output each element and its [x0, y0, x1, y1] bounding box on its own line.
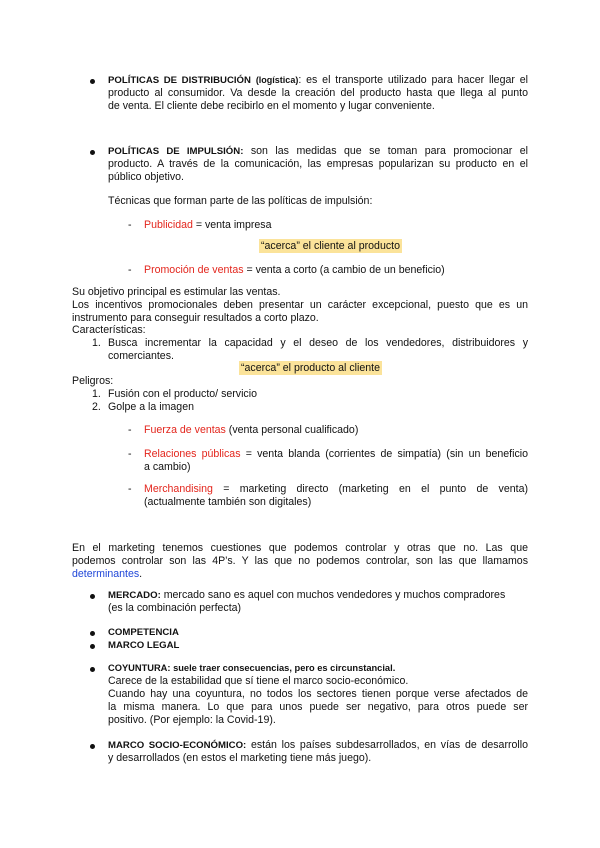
- relaciones-item: [144, 448, 528, 461]
- determinantes-term: determinantes: [72, 568, 140, 580]
- peligros-heading: Peligros:: [72, 375, 114, 387]
- dash: -: [128, 483, 132, 495]
- marketing-period: .: [139, 568, 143, 580]
- bullet: [90, 150, 95, 155]
- impulsion-line3: público objetivo.: [108, 171, 184, 183]
- objetivo-line3: instrumento para conseguir resultados a corto plazo.: [72, 312, 319, 324]
- fuerza-rest: (venta personal cualificado): [225, 424, 359, 436]
- promocion-item: [144, 264, 445, 277]
- merch-rest2: (actualmente también son digitales): [144, 496, 312, 508]
- marketing-line1: En el marketing tenemos cuestiones que podemos controlar y otras que no. Las que: [72, 542, 528, 554]
- peligro-1: Fusión con el producto/ servicio: [108, 388, 257, 400]
- promocion-rest: = venta a corto (a cambio de un beneficio): [243, 264, 445, 276]
- impulsion-text1: son las medidas que se toman para promocionar el: [243, 145, 528, 157]
- distribucion-line1: [108, 74, 528, 87]
- publicidad-item: [144, 219, 272, 232]
- peligro-2: Golpe a la imagen: [108, 401, 194, 413]
- socio-text1: están los países subdesarrollados, en vías de desarrollo: [246, 739, 528, 751]
- impulsion-title: POLÍTICAS DE IMPULSIÓN:: [108, 146, 244, 157]
- marco-legal: MARCO LEGAL: [108, 640, 180, 651]
- objetivo-line2: Los incentivos promocionales deben presentar un carácter excepcional, puesto que es un: [72, 299, 528, 311]
- socio-line1: [108, 739, 528, 752]
- merch-term: Merchandising: [144, 483, 213, 495]
- competencia: COMPETENCIA: [108, 627, 179, 638]
- relaciones-rest1: = venta blanda (corrientes de simpatía) (sin un beneficio: [240, 448, 528, 460]
- socio-title: MARCO SOCIO-ECONÓMICO:: [108, 740, 247, 751]
- mercado-title: MERCADO:: [108, 590, 161, 601]
- bullet: [90, 594, 95, 599]
- distribucion-note: (logística): [255, 75, 299, 85]
- bullet: [90, 667, 95, 672]
- marketing-line2: podemos controlar son las 4P’s. Y las que no podemos controlar, son las que llamamos: [72, 555, 528, 567]
- mercado-text1: mercado sano es aquel con muchos vendedores y muchos compradores: [160, 589, 506, 601]
- impulsion-line1: [108, 145, 528, 158]
- list-number: 1.: [92, 388, 101, 400]
- bullet: [90, 79, 95, 84]
- caracteristica-1-line2: comerciantes.: [108, 350, 174, 362]
- relaciones-rest2: a cambio): [144, 461, 191, 473]
- bullet: [90, 644, 95, 649]
- list-number: 2.: [92, 401, 101, 413]
- distribucion-text1: : es el transporte utilizado para hacer llegar el: [298, 74, 528, 86]
- socio-line2: y desarrollados (en estos el marketing tiene más juego).: [108, 752, 372, 764]
- merch-rest1: = marketing directo (marketing en el punto de venta): [212, 483, 528, 495]
- coyuntura-line3: la misma manera. Lo que para unos puede ser negativo, para otros puede ser: [108, 701, 528, 713]
- fuerza-item: [144, 424, 358, 437]
- objetivo-line1: Su objetivo principal es estimular las ventas.: [72, 286, 281, 298]
- bullet: [90, 744, 95, 749]
- list-number: 1.: [92, 337, 101, 349]
- coyuntura-line1: Carece de la estabilidad que sí tiene el marco socio-económico.: [108, 675, 409, 687]
- marketing-line3: [72, 568, 142, 581]
- mercado-line1: [108, 589, 505, 602]
- promocion-term: Promoción de ventas: [144, 264, 244, 276]
- dash: -: [128, 219, 132, 231]
- highlight-text: “acerca” el producto al cliente: [241, 362, 380, 374]
- coyuntura-title: COYUNTURA: suele traer consecuencias, pero es circunstancial.: [108, 663, 396, 673]
- distribucion-line2: producto al consumidor. Va desde la creación del producto hasta que llega al punto: [108, 87, 528, 99]
- impulsion-line2: producto. A través de la comunicación, las empresas popularizan su producto en el: [108, 158, 528, 170]
- mercado-line2: (es la combinación perfecta): [108, 602, 242, 614]
- merch-item: [144, 483, 528, 496]
- distribucion-line3: de venta. El cliente debe recibirlo en el momento y lugar conveniente.: [108, 100, 435, 112]
- distribucion-title: POLÍTICAS DE DISTRIBUCIÓN: [108, 75, 251, 86]
- publicidad-term: Publicidad: [144, 219, 193, 231]
- bullet: [90, 631, 95, 636]
- coyuntura-line2: Cuando hay una coyuntura, no todos los sectores tienen porque verse afectados de: [108, 688, 528, 700]
- caracteristica-1-line1: Busca incrementar la capacidad y el deseo de los vendedores, distribuidores y: [108, 337, 528, 349]
- tecnicas-heading: Técnicas que forman parte de las políticas de impulsión:: [108, 195, 373, 207]
- dash: -: [128, 424, 132, 436]
- caracteristicas-heading: Características:: [72, 324, 146, 336]
- highlight-cliente-producto: [259, 240, 402, 253]
- highlight-text: “acerca” el cliente al producto: [261, 240, 400, 252]
- fuerza-term: Fuerza de ventas: [144, 424, 226, 436]
- relaciones-term: Relaciones públicas: [144, 448, 241, 460]
- coyuntura-line4: positivo. (Por ejemplo: la Covid-19).: [108, 714, 276, 726]
- dash: -: [128, 448, 132, 460]
- dash: -: [128, 264, 132, 276]
- publicidad-rest: = venta impresa: [192, 219, 272, 231]
- highlight-producto-cliente: [239, 362, 382, 375]
